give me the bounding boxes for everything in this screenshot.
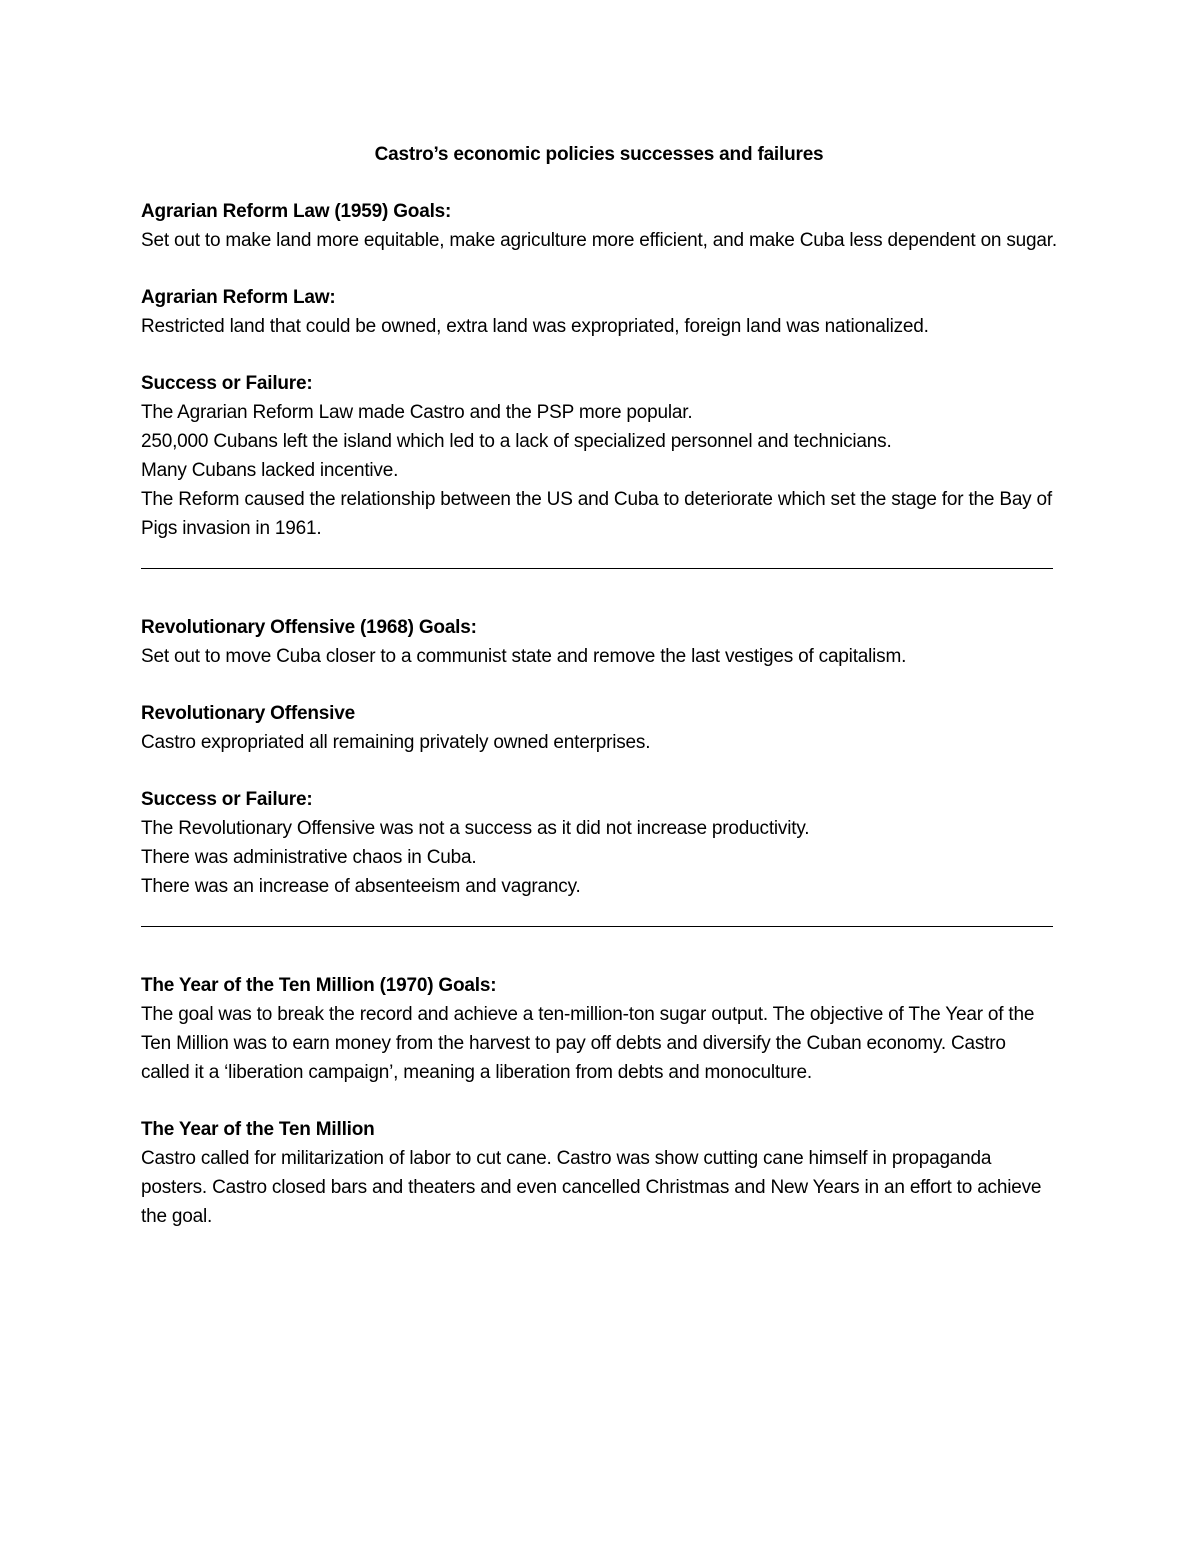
policy-text: Castro called for militarization of labor to cut cane. Castro was show cutting cane himself in propaganda posters. Castro closed bars and theaters and even cancelled Christmas and New Years in an effort to achieve the goal. bbox=[141, 1148, 1042, 1227]
policy-text: Castro expropriated all remaining privately owned enterprises. bbox=[141, 732, 651, 753]
outcome-line: There was administrative chaos in Cuba. bbox=[141, 847, 477, 868]
outcome-line: There was an increase of absenteeism and vagrancy. bbox=[141, 876, 581, 897]
outcome-block bbox=[141, 785, 1057, 901]
goals-text: Set out to make land more equitable, make agriculture more efficient, and make Cuba less dependent on sugar. bbox=[141, 230, 1057, 251]
goals-text: The goal was to break the record and achieve a ten-million-ton sugar output. The objective of The Year of the Ten Million was to earn money from the harvest to pay off debts and diversify the Cuban economy. Castro called it a ‘liberation campaign’, meaning a liberation from debts and monoculture. bbox=[141, 1004, 1035, 1083]
goals-heading: Revolutionary Offensive (1968) Goals: bbox=[141, 617, 477, 638]
section-divider bbox=[141, 926, 1053, 927]
policy-heading: The Year of the Ten Million bbox=[141, 1119, 375, 1140]
outcome-line: Many Cubans lacked incentive. bbox=[141, 460, 399, 481]
document-page bbox=[141, 140, 1057, 1259]
policy-heading: Agrarian Reform Law: bbox=[141, 287, 336, 308]
outcome-block bbox=[141, 369, 1057, 543]
outcome-line: The Reform caused the relationship between the US and Cuba to deteriorate which set the stage for the Bay of Pigs invasion in 1961. bbox=[141, 489, 1053, 539]
policy-block bbox=[141, 1115, 1057, 1231]
policy-text: Restricted land that could be owned, extra land was expropriated, foreign land was nationalized. bbox=[141, 316, 929, 337]
outcome-heading: Success or Failure: bbox=[141, 373, 313, 394]
policy-block bbox=[141, 699, 1057, 757]
goals-block bbox=[141, 971, 1057, 1087]
section-divider bbox=[141, 568, 1053, 569]
section-revolutionary-offensive bbox=[141, 613, 1057, 901]
section-agrarian-reform bbox=[141, 197, 1057, 543]
goals-heading: The Year of the Ten Million (1970) Goals: bbox=[141, 975, 497, 996]
document-title: Castro’s economic policies successes and failures bbox=[374, 144, 824, 165]
policy-block bbox=[141, 283, 1057, 341]
goals-text: Set out to move Cuba closer to a communist state and remove the last vestiges of capitalism. bbox=[141, 646, 907, 667]
outcome-line: 250,000 Cubans left the island which led to a lack of specialized personnel and technicians. bbox=[141, 431, 892, 452]
goals-block bbox=[141, 613, 1057, 671]
section-ten-million bbox=[141, 971, 1057, 1231]
outcome-heading: Success or Failure: bbox=[141, 789, 313, 810]
goals-block bbox=[141, 197, 1057, 255]
policy-heading: Revolutionary Offensive bbox=[141, 703, 355, 724]
outcome-line: The Agrarian Reform Law made Castro and the PSP more popular. bbox=[141, 402, 693, 423]
goals-heading: Agrarian Reform Law (1959) Goals: bbox=[141, 201, 452, 222]
outcome-line: The Revolutionary Offensive was not a success as it did not increase productivity. bbox=[141, 818, 810, 839]
